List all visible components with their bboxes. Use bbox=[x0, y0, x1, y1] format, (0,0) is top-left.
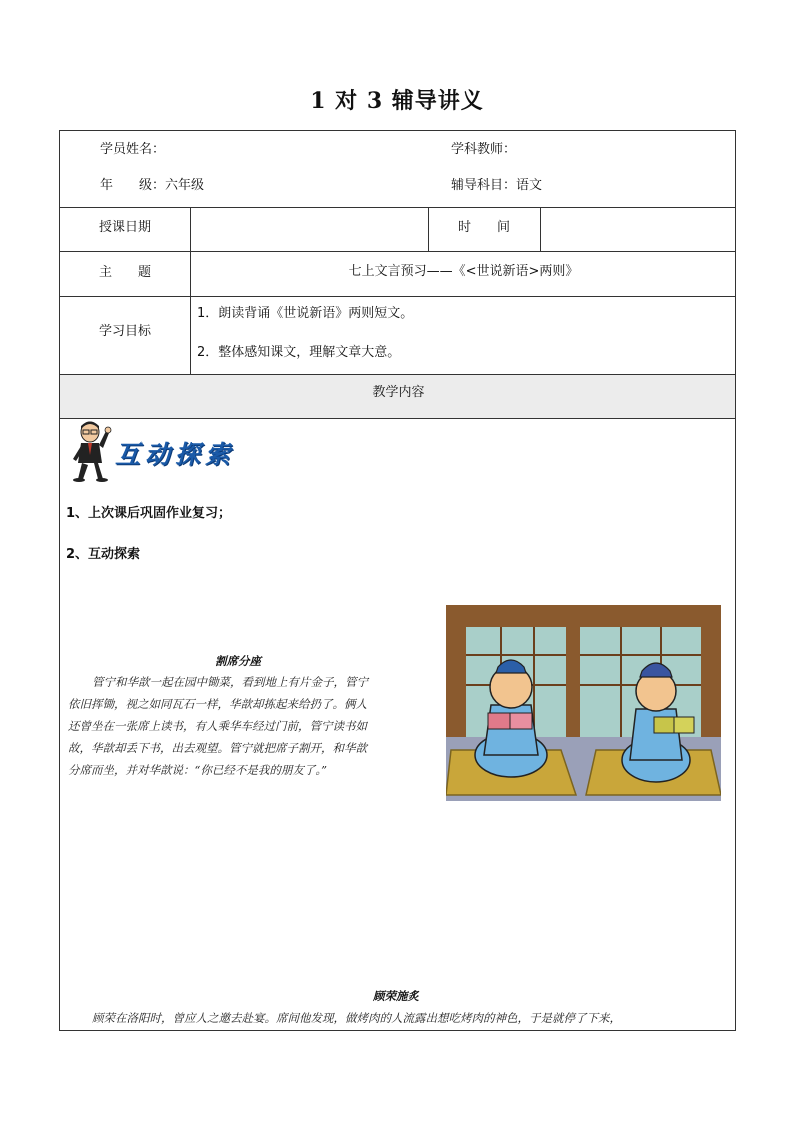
row-divider bbox=[60, 418, 735, 419]
subject-value: 语文 bbox=[516, 178, 543, 193]
story-line: 还曾坐在一张席上读书，有人乘华车经过门前，管宁读书如 bbox=[68, 719, 367, 733]
teacher-cartoon-icon bbox=[68, 421, 116, 483]
list-item: 1、上次课后巩固作业复习； bbox=[66, 506, 232, 521]
lesson-table bbox=[59, 130, 736, 1031]
student-name-label: 学员姓名： bbox=[100, 142, 166, 157]
story-title: 割席分座 bbox=[215, 654, 261, 668]
col-divider bbox=[540, 207, 541, 251]
goal-item: 1．朗读背诵《世说新语》两则短文。 bbox=[197, 306, 414, 321]
goals-label: 学习目标 bbox=[98, 324, 151, 339]
col-divider bbox=[190, 207, 191, 374]
time-label: 时 间 bbox=[457, 220, 510, 235]
story-line: 故，华歆却丢下书，出去观望。管宁就把席子割开，和华歆 bbox=[68, 741, 367, 755]
grade-value: 六年级 bbox=[165, 178, 205, 193]
row-divider bbox=[60, 251, 735, 252]
document-title: 1 对 3 辅导讲义 bbox=[310, 88, 484, 114]
subject-label: 辅导科目： bbox=[451, 178, 517, 193]
story-line: 顾荣在洛阳时，曾应人之邀去赴宴。席间他发现，做烤肉的人流露出想吃烤肉的神色，于是就停了下来， bbox=[92, 1011, 621, 1025]
grade-row bbox=[100, 174, 204, 193]
story-line: 依旧挥锄，视之如同瓦石一样，华歆却拣起来给扔了。俩人 bbox=[68, 697, 367, 711]
content-header: 教学内容 bbox=[372, 385, 425, 400]
topic-value: 七上文言预习——《<世说新语>两则》 bbox=[348, 264, 579, 279]
section-heading: 互动探索 bbox=[115, 440, 236, 469]
story-text bbox=[68, 1007, 733, 1029]
story-line: 分席而坐，并对华歆说：“你已经不是我的朋友了。” bbox=[68, 763, 328, 777]
row-divider bbox=[60, 374, 735, 375]
story-line: 管宁和华歆一起在园中锄菜，看到地上有片金子，管宁 bbox=[92, 675, 368, 689]
reading-scholars-illustration bbox=[446, 605, 721, 801]
story-title: 顾荣施炙 bbox=[373, 989, 419, 1003]
row-divider bbox=[60, 207, 735, 208]
topic-label: 主 题 bbox=[98, 265, 151, 280]
list-item: 2、互动探索 bbox=[66, 547, 141, 562]
subject-row bbox=[451, 174, 542, 193]
teacher-label: 学科教师： bbox=[451, 142, 517, 157]
goal-item: 2．整体感知课文，理解文章大意。 bbox=[197, 345, 401, 360]
date-label: 授课日期 bbox=[98, 220, 151, 235]
row-divider bbox=[60, 296, 735, 297]
grade-label: 年 级： bbox=[100, 178, 166, 193]
story-text bbox=[68, 671, 438, 781]
